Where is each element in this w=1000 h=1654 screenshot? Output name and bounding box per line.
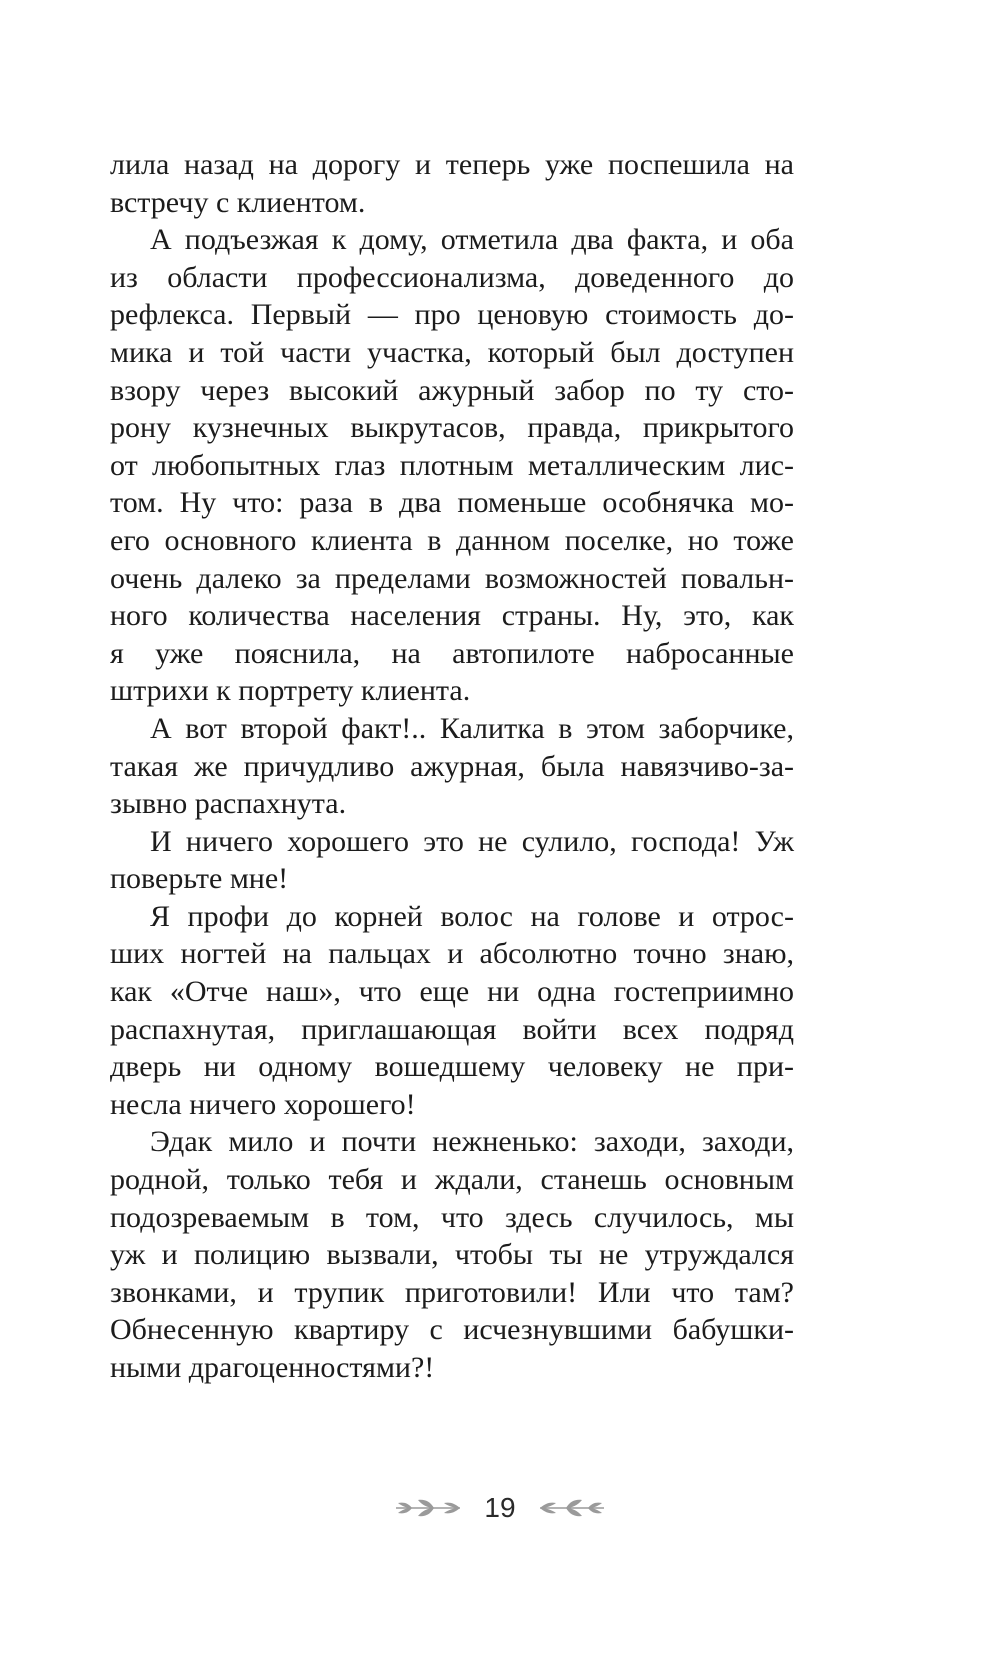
text-line: от любопытных глаз плотным металлическим лис- [110,448,794,482]
text-line: родной, только тебя и ждали, станешь основным [110,1163,794,1197]
text-line: том. Ну что: раза в два поменьше особнячка мо- [110,486,794,520]
text-line: из области профессионализма, доведенного до [110,260,794,294]
text-line: распахнутая, приглашающая войти всех подряд [110,1012,794,1046]
page-number: 19 [484,1492,516,1523]
text-line: штрихи к портрету клиента. [110,674,471,708]
text-line: дверь ни одному вошедшему человеку не при- [110,1050,794,1084]
text-line: встречу с клиентом. [110,185,366,219]
text-line: ными драгоценностями?! [110,1351,435,1384]
text-line: я уже пояснила, на автопилоте набросанные [110,636,794,670]
page-footer [0,1488,1000,1528]
text-line: подозреваемым в том, что здесь случилось, мы [110,1200,794,1234]
sprig-left-icon [394,1495,464,1521]
text-line: такая же причудливо ажурная, была навязчиво-за- [110,749,794,783]
text-line: как «Отче наш», что еще ни одна гостеприимно [110,975,794,1009]
text-line: Я профи до корней волос на голове и отрос- [150,899,794,933]
text-line: лила назад на дорогу и теперь уже поспешила на [110,148,794,181]
text-line: уж и полицию вызвали, чтобы ты не утруждался [110,1238,794,1272]
text-block [110,146,794,1387]
text-line: рефлекса. Первый — про ценовую стоимость до- [110,298,794,332]
page-body [110,146,794,1387]
text-line: ших ногтей на пальцах и абсолютно точно знаю, [110,937,794,971]
text-line: очень далеко за пределами возможностей повальн- [110,561,794,595]
text-line: рону кузнечных выкрутасов, правда, прикрытого [110,411,794,445]
text-line: мика и той части участка, который был доступен [110,335,794,369]
text-line: взору через высокий ажурный забор по ту сто- [110,373,794,407]
text-line: ного количества населения страны. Ну, это, как [110,599,794,633]
text-line: А подъезжая к дому, отметила два факта, и оба [150,223,794,257]
text-line: Эдак мило и почти нежненько: заходи, заходи, [150,1125,794,1159]
sprig-right-icon [536,1495,606,1521]
text-line: И ничего хорошего это не сулило, господа! Уж [150,824,794,858]
text-line: Обнесенную квартиру с исчезнувшими бабушки- [110,1313,794,1347]
text-line: поверьте мне! [110,862,289,896]
text-line: зывно распахнута. [110,787,347,821]
text-line: звонками, и трупик приготовили! Или что там? [110,1275,794,1309]
text-line: несла ничего хорошего! [110,1087,416,1121]
text-line: его основного клиента в данном поселке, но тоже [110,523,794,557]
text-line: А вот второй факт!.. Калитка в этом заборчике, [150,711,794,745]
